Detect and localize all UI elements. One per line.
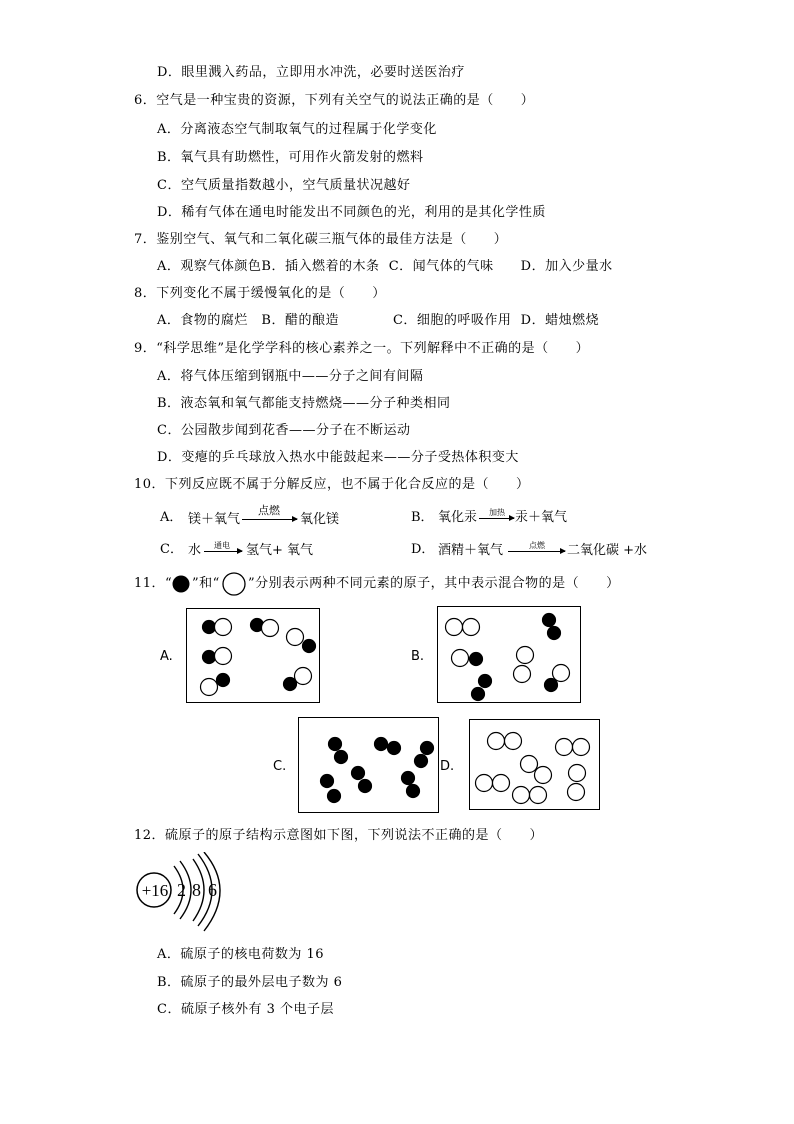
q11-box-c-particles — [299, 718, 440, 814]
q7-stem: 7．鉴别空气、氧气和二氧化碳三瓶气体的最佳方法是（ ） — [134, 232, 508, 247]
q10-option-d-products: 二氧化碳 +水 — [567, 543, 648, 558]
q10-option-c-reactants: 水 — [188, 543, 202, 558]
black-atom-icon — [171, 574, 193, 596]
q11-box-d-particles — [470, 720, 601, 811]
q10-option-a-label: A． — [160, 510, 183, 525]
q11-box-b — [437, 606, 581, 703]
q11-box-a — [186, 608, 320, 703]
q12-stem: 12．硫原子的原子结构示意图如下图，下列说法不正确的是（ ） — [134, 828, 544, 843]
shell-2-electrons: 8 — [192, 880, 201, 900]
q10-option-b-products: 汞＋氧气 — [515, 510, 568, 525]
q6-stem: 6．空气是一种宝贵的资源，下列有关空气的说法正确的是（ ） — [134, 93, 535, 108]
q11-stem-prefix: 11．“ — [134, 576, 173, 591]
q10-option-c-label: C． — [160, 542, 183, 557]
q10-option-d-label: D． — [411, 542, 435, 557]
q10-option-a-products: 氧化镁 — [300, 512, 340, 527]
q10-option-c-products: 氢气+ 氧气 — [246, 543, 314, 558]
q6-option-c: C．空气质量指数越小，空气质量状况越好 — [157, 178, 411, 193]
q10-option-d-arrow — [508, 551, 565, 552]
q11-option-d-label: D. — [440, 759, 455, 774]
q10-stem: 10．下列反应既不属于分解反应，也不属于化合反应的是（ ） — [134, 477, 530, 492]
white-atom-icon — [220, 571, 248, 597]
q6-option-a: A．分离液态空气制取氧气的过程属于化学变化 — [157, 122, 437, 137]
q10-option-a-arrow — [242, 519, 297, 520]
q10-option-b-label: B． — [411, 510, 434, 525]
q11-stem-middle: ”和“ — [192, 576, 220, 591]
q8-options: A．食物的腐烂 B．醋的酿造 C．细胞的呼吸作用 D．蜡烛燃烧 — [157, 313, 600, 328]
q12-option-a: A．硫原子的核电荷数为 16 — [157, 947, 325, 962]
q10-option-d-reactants: 酒精＋氧气 — [438, 543, 504, 558]
q7-options: A．观察气体颜色B．插入燃着的木条 C．闻气体的气味 D．加入少量水 — [157, 259, 613, 274]
q11-option-c-label: C. — [273, 759, 287, 774]
q10-option-a-reactants: 镁＋氧气 — [188, 512, 241, 527]
q10-option-b-arrow — [479, 518, 514, 519]
q11-stem-suffix: ”分别表示两种不同元素的原子，其中表示混合物的是（ ） — [248, 576, 620, 591]
q11-box-c — [298, 717, 439, 813]
q9-option-b: B．液态氧和氧气都能支持燃烧——分子种类相同 — [157, 396, 451, 411]
q11-box-a-particles — [187, 609, 321, 704]
q10-option-c-arrow — [204, 551, 242, 552]
q11-option-b-label: B. — [411, 649, 425, 664]
q9-option-a: A．将气体压缩到钢瓶中——分子之间有间隔 — [157, 369, 424, 384]
shell-1-electrons: 2 — [177, 880, 186, 900]
q11-option-a-label: A. — [160, 649, 173, 664]
q6-option-d: D．稀有气体在通电时能发出不同颜色的光，利用的是其化学性质 — [157, 205, 546, 220]
q9-option-c: C．公园散步闻到花香——分子在不断运动 — [157, 423, 411, 438]
nucleus-charge: +16 — [141, 881, 169, 900]
q9-option-d: D．变瘪的乒乓球放入热水中能鼓起来——分子受热体积变大 — [157, 450, 519, 465]
q10-option-d-condition: 点燃 — [529, 541, 545, 550]
q10-option-a-condition: 点燃 — [258, 504, 280, 517]
q10-option-b-reactants: 氧化汞 — [438, 510, 478, 525]
q8-stem: 8．下列变化不属于缓慢氧化的是（ ） — [134, 286, 386, 301]
shell-3-electrons: 6 — [208, 880, 217, 900]
q6-option-b: B．氧气具有助燃性，可用作火箭发射的燃料 — [157, 150, 424, 165]
q12-option-b: B．硫原子的最外层电子数为 6 — [157, 975, 343, 990]
q11-box-b-particles — [438, 607, 582, 704]
q5-option-d: D．眼里溅入药品，立即用水冲洗，必要时送医治疗 — [157, 65, 465, 80]
q12-option-c: C．硫原子核外有 3 个电子层 — [157, 1002, 334, 1017]
q11-box-d — [469, 719, 600, 810]
q9-stem: 9．“科学思维”是化学学科的核心素养之一。下列解释中不正确的是（ ） — [134, 341, 590, 356]
q10-option-b-condition: 加热 — [489, 508, 505, 517]
q10-option-c-condition: 通电 — [214, 541, 230, 550]
